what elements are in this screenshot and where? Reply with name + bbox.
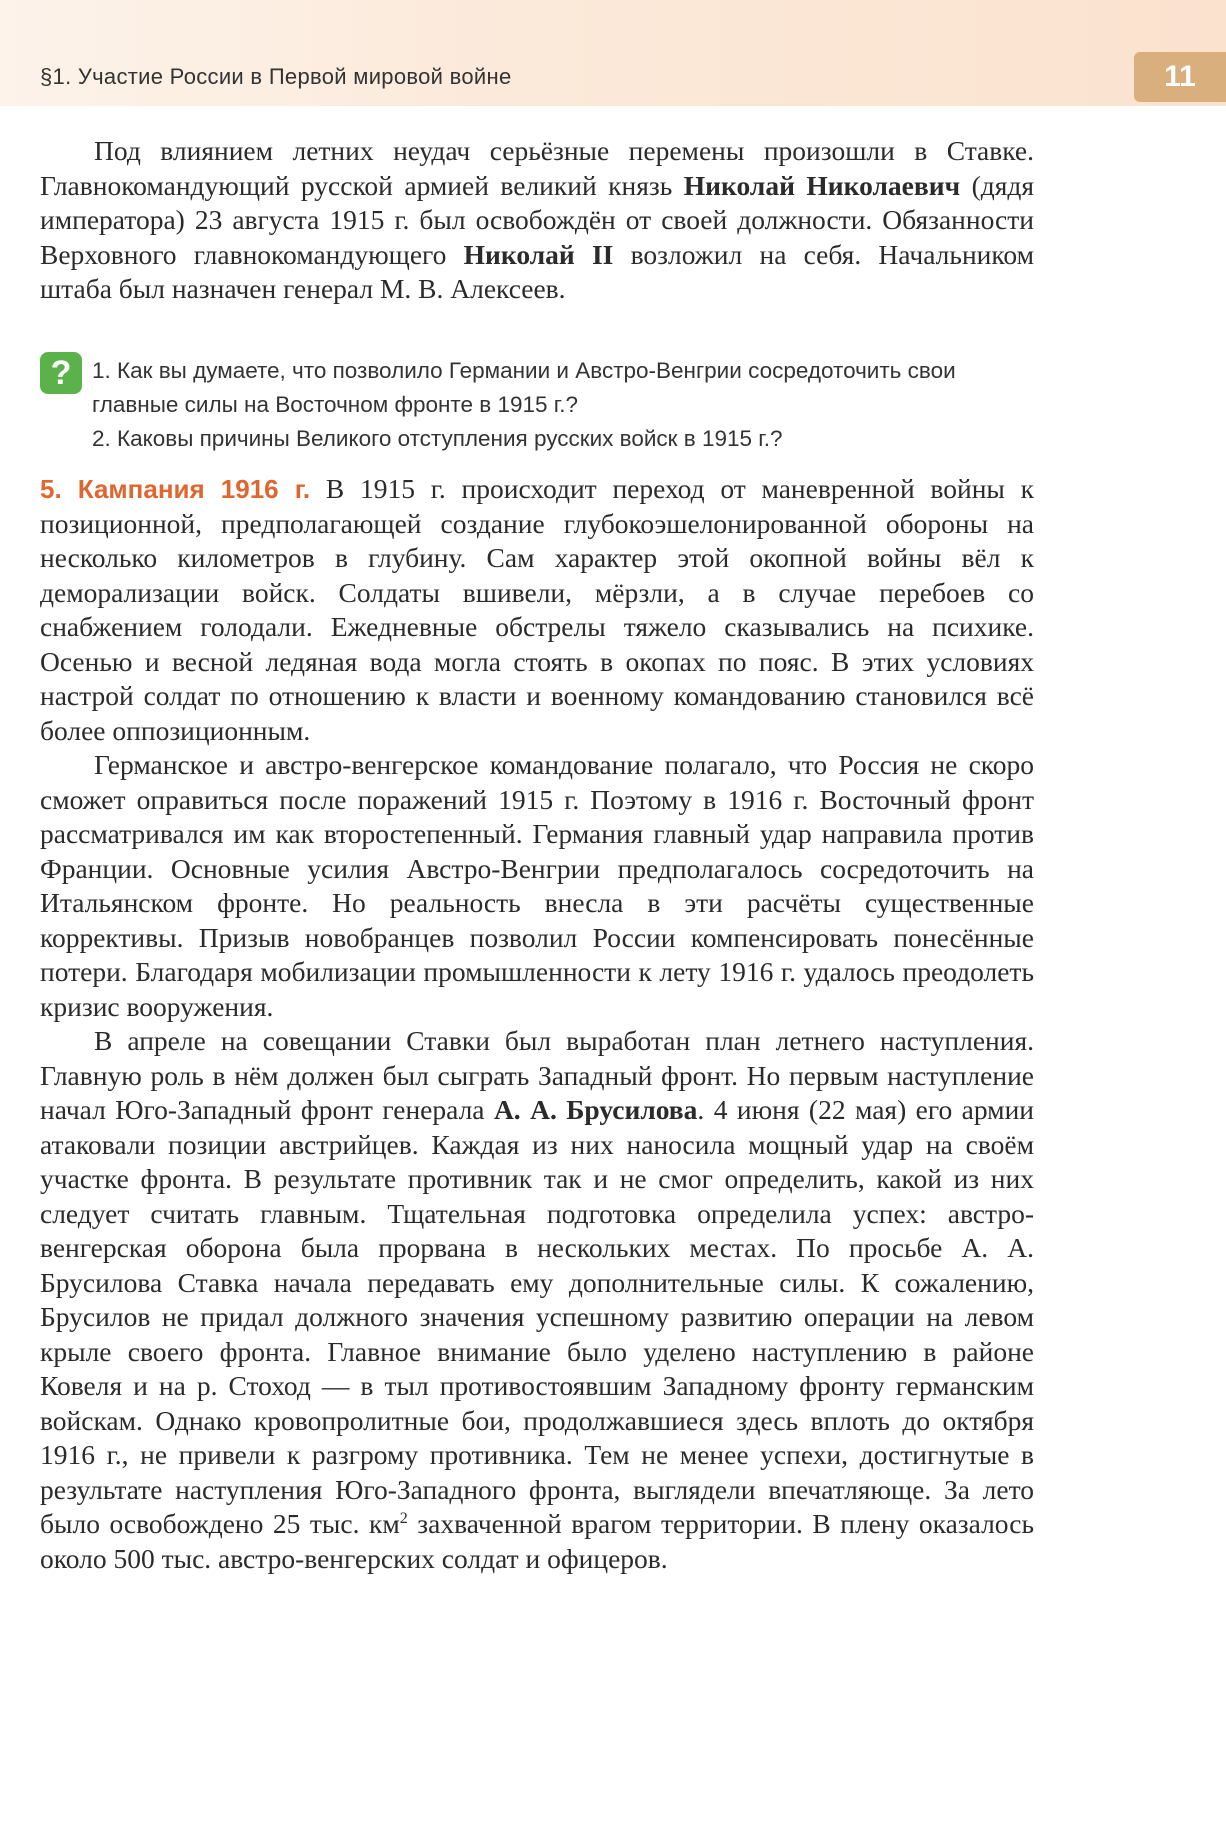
paragraph: Германское и австро-венгерское командование полагало, что Россия не скоро сможет оправиться после поражений 1915 г. Поэтому в 1916 г. Восточный фронт рассматривался им как второстепенный. Германия главный удар направила против Франции. Основные усилия Австро-Венгрии предполагалось сосредоточить на Итальянском фронте. Но реальность внесла в эти расчёты существенные коррективы. Призыв новобранцев позволил России компенсировать понесённые потери. Благодаря мобилизации промышленности к лету 1916 г. удалось преодолеть кризис вооружения. [40,749,1034,1022]
question-item: 2. Каковы причины Великого отступления русских войск в 1915 г.? [92,426,783,451]
question-icon: ? [40,352,82,394]
bold-name: Николай Николаевич [683,169,961,201]
bold-name: А. А. Брусилова [493,1094,698,1125]
paragraph: 5. Кампания 1916 г. В 1915 г. происходит переход от маневренной войны к позиционной, предполагающей создание глубокоэшелонированной обороны на несколько километров в глубину. Сам характер этой окопной войны вёл к деморализации войск. Солдаты вшивели, мёрзли, а в случае перебоев со снабжением голодали. Ежедневные обстрелы тяжело сказывались на психике. Осенью и весной ледяная вода могла стоять в окопах по пояс. В этих условиях настрой солдат по отношению к власти и военному командованию становился всё более оппозиционным. [40,473,1034,746]
running-header-title: §1. Участие России в Первой мировой войне [40,64,512,89]
question-list [92,354,1034,456]
question-item: 1. Как вы думаете, что позволило Германии и Австро-Венгрии сосредоточить свои главные силы на Восточном фронте в 1915 г.? [92,358,956,417]
paragraph-stavka [40,134,1034,307]
superscript: 2 [399,1509,408,1527]
section-heading: 5. Кампания 1916 г. [40,474,311,504]
header-band [0,0,1226,106]
paragraph: В апреле на совещании Ставки был выработан план летнего наступления. Главную роль в нём должен был сыграть Западный фронт. Но первым наступление начал Юго-Западный фронт генерала А. А. Брусилова. 4 июня (22 мая) его армии атаковали позиции австрийцев. Каждая из них наносила мощный удар на своём участке фронта. В результате противник так и не смог определить, какой из них следует считать главным. Тщательная подготовка определила успех: австро-венгерская оборона была прорвана в нескольких местах. По просьбе А. А. Брусилова Ставка начала передавать ему дополнительные силы. К сожалению, Брусилов не придал должного значения успешному развитию операции на левом крыле своего фронта. Главное внимание было уделено наступлению в районе Ковеля и на р. Стоход — в тыл противостоявшим Западному фронту германским войскам. Однако кровопролитные бои, продолжавшиеся здесь вплоть до октября 1916 г., не привели к разгрому противника. Тем не менее успехи, достигнутые в результате наступления Юго-Западного фронта, выглядели впечатляюще. За лето было освобождено 25 тыс. $км^2$ захваченной врагом территории. В плену оказалось около 500 тыс. австро-венгерских солдат и офицеров. [40,1025,1034,1574]
paragraph: Под влиянием летних неудач серьёзные перемены произошли в Ставке. Главнокомандующий русской армией великий князь Николай Николаевич (дядя императора) 23 августа 1915 г. был освобождён от своей должности. Обязанности Верховного главнокомандующего Николай II возложил на себя. Начальником штаба был назначен генерал М. В. Алексеев. [40,135,1035,304]
page-number: 11 [1134,52,1226,102]
section-campaign-1916 [40,472,1034,1576]
bold-name: Николай II [463,238,614,270]
